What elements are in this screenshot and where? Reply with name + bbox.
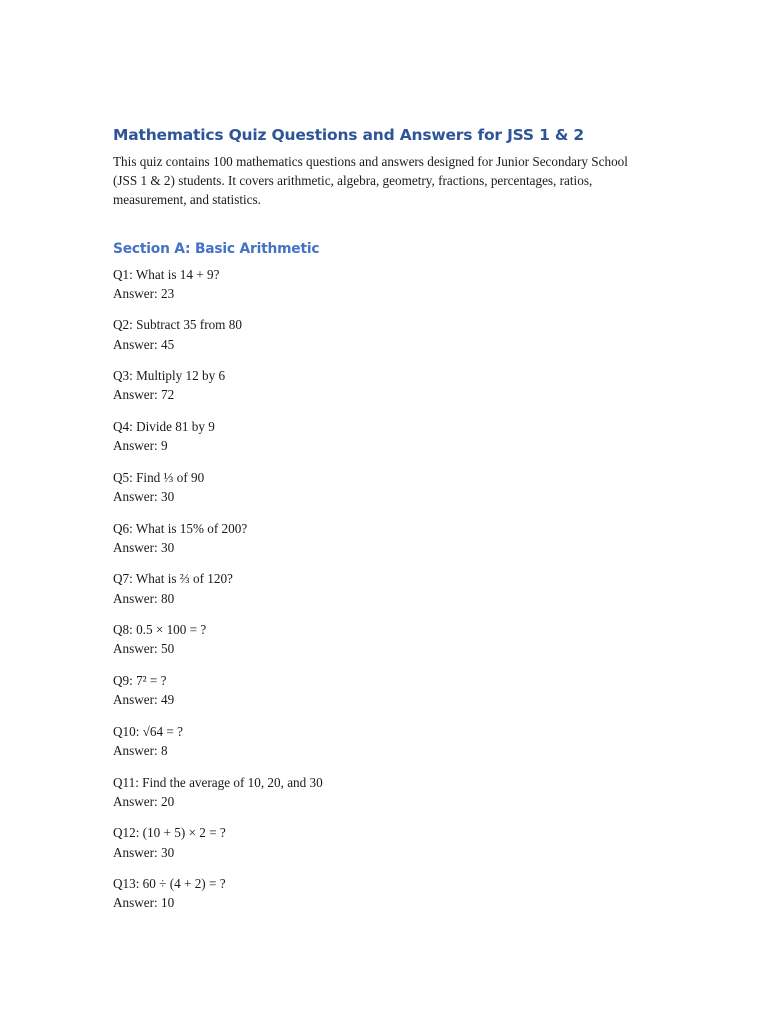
answer-text: Answer: 49 <box>113 692 175 708</box>
question-text: Q8: 0.5 × 100 = ? <box>113 622 207 638</box>
qa-item-10 <box>113 722 653 760</box>
answer-text: Answer: 30 <box>113 489 175 504</box>
question-text: Q13: 60 ÷ (4 + 2) = ? <box>113 876 226 892</box>
qa-item-11 <box>113 773 653 811</box>
qa-item-5 <box>113 468 653 506</box>
answer-text: Answer: 80 <box>113 590 175 606</box>
question-text: Q3: Multiply 12 by 6 <box>113 368 226 384</box>
qa-item-13 <box>113 874 653 912</box>
question-text: Q2: Subtract 35 from 80 <box>113 317 242 333</box>
intro-paragraph: This quiz contains 100 mathematics questions and answers designed for Junior Secondary School (JSS 1 & 2) students. It covers arithmetic, algebra, geometry, fractions, percentages, ratios, measurement, and statistics. <box>113 154 628 208</box>
answer-text: Answer: 20 <box>113 793 175 809</box>
qa-item-9 <box>113 671 653 709</box>
answer-text: Answer: 30 <box>113 844 175 860</box>
question-text: Q10: √64 = ? <box>113 723 183 739</box>
question-text: Q11: Find the average of 10, 20, and 30 <box>113 774 323 790</box>
answer-text: Answer: 72 <box>113 387 175 403</box>
qa-item-6 <box>113 519 653 557</box>
document-title: Mathematics Quiz Questions and Answers for JSS 1 & 2 <box>113 126 584 144</box>
answer-text: Answer: 30 <box>113 539 175 555</box>
document-page <box>113 124 653 925</box>
answer-text: Answer: 9 <box>113 438 168 454</box>
qa-item-3 <box>113 366 653 404</box>
answer-text: Answer: 8 <box>113 742 168 758</box>
question-text: Q6: What is 15% of 200? <box>113 520 248 536</box>
question-list <box>113 265 653 913</box>
qa-item-2 <box>113 315 653 353</box>
question-text: Q5: Find ⅓ of 90 <box>113 469 205 485</box>
qa-item-12 <box>113 823 653 861</box>
qa-item-8 <box>113 620 653 658</box>
question-text: Q12: (10 + 5) × 2 = ? <box>113 825 226 841</box>
qa-item-4 <box>113 417 653 455</box>
qa-item-7 <box>113 569 653 607</box>
question-text: Q1: What is 14 + 9? <box>113 266 220 282</box>
question-text: Q4: Divide 81 by 9 <box>113 419 215 434</box>
section-a-heading: Section A: Basic Arithmetic <box>113 240 320 257</box>
question-text: Q7: What is ⅔ of 120? <box>113 571 233 587</box>
answer-text: Answer: 10 <box>113 895 175 911</box>
question-text: Q9: 7² = ? <box>113 672 167 688</box>
answer-text: Answer: 50 <box>113 641 175 657</box>
answer-text: Answer: 45 <box>113 336 175 352</box>
answer-text: Answer: 23 <box>113 285 175 301</box>
qa-item-1 <box>113 265 653 303</box>
